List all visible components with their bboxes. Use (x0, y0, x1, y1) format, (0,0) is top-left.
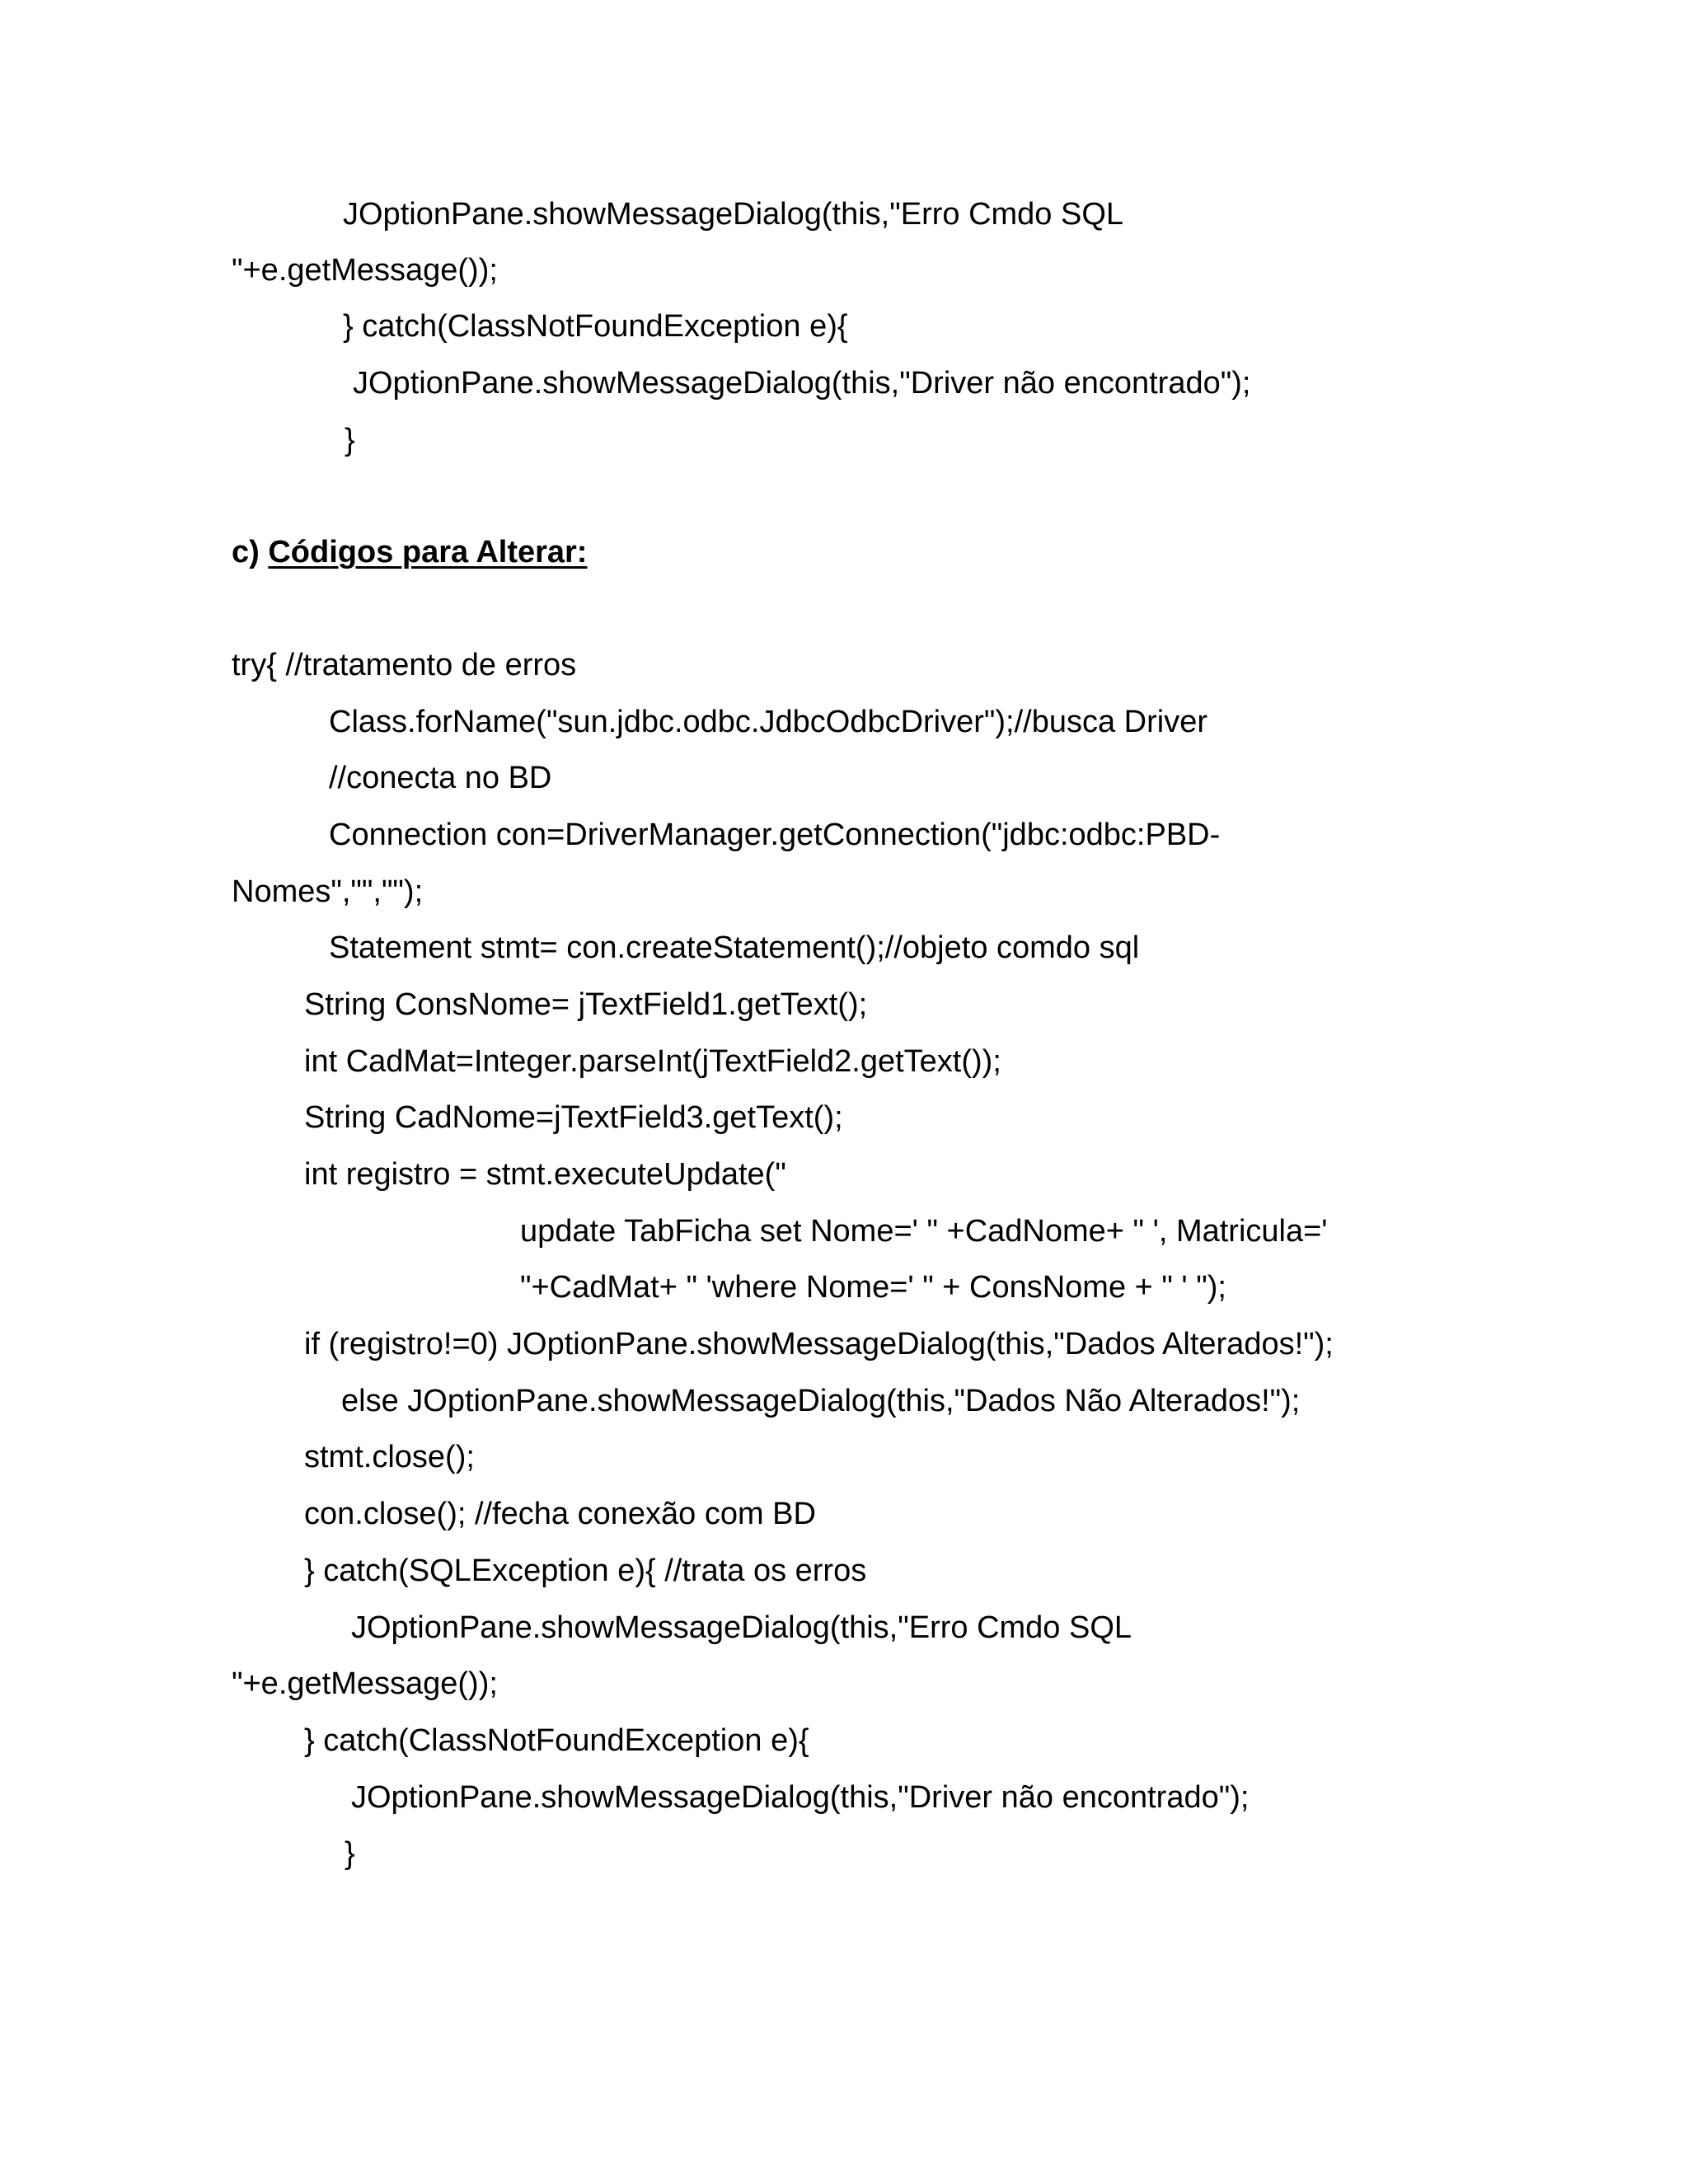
code-line: update TabFicha set Nome=' " +CadNome+ " ', Matricula=' (520, 1214, 1328, 1249)
code-line: } catch(ClassNotFoundException e){ (343, 309, 848, 344)
code-line: if (registro!=0) JOptionPane.showMessageDialog(this,"Dados Alterados!"); (304, 1327, 1334, 1361)
code-line: JOptionPane.showMessageDialog(this,"Driver não encontrado"); (351, 1780, 1250, 1815)
section-title: Códigos para Alterar: (268, 535, 588, 569)
code-line: JOptionPane.showMessageDialog(this,"Erro Cmdo SQL (351, 1610, 1132, 1645)
code-line: } catch(SQLException e){ //trata os erros (304, 1554, 867, 1588)
code-line: String CadNome=jTextField3.getText(); (304, 1100, 843, 1135)
code-line: "+e.getMessage()); (232, 1666, 498, 1701)
code-line: } catch(ClassNotFoundException e){ (304, 1723, 809, 1758)
section-heading (232, 534, 587, 570)
code-line: JOptionPane.showMessageDialog(this,"Erro Cmdo SQL (343, 197, 1124, 232)
code-line: con.close(); //fecha conexão com BD (304, 1497, 816, 1531)
code-line: else JOptionPane.showMessageDialog(this,"Dados Não Alterados!"); (341, 1384, 1301, 1418)
code-line: "+e.getMessage()); (232, 253, 498, 288)
code-line: } (345, 423, 355, 457)
code-line: Nomes","",""); (232, 874, 424, 909)
section-prefix: c) (232, 535, 269, 569)
code-line: Statement stmt= con.createStatement();//objeto comdo sql (329, 930, 1140, 965)
code-line: try{ //tratamento de erros (232, 648, 577, 682)
code-line: //conecta no BD (329, 761, 552, 795)
code-line: String ConsNome= jTextField1.getText(); (304, 987, 868, 1022)
code-line: Class.forName("sun.jdbc.odbc.JdbcOdbcDriver");//busca Driver (329, 705, 1208, 739)
code-line: "+CadMat+ " 'where Nome=' " + ConsNome + " ' "); (520, 1270, 1226, 1305)
code-line: Connection con=DriverManager.getConnection("jdbc:odbc:PBD- (329, 818, 1221, 852)
code-line: stmt.close(); (304, 1440, 475, 1474)
code-line: } (345, 1836, 355, 1871)
code-line: int CadMat=Integer.parseInt(jTextField2.getText()); (304, 1044, 1001, 1079)
code-line: int registro = stmt.executeUpdate(" (304, 1157, 786, 1192)
code-line: JOptionPane.showMessageDialog(this,"Driver não encontrado"); (353, 366, 1251, 401)
